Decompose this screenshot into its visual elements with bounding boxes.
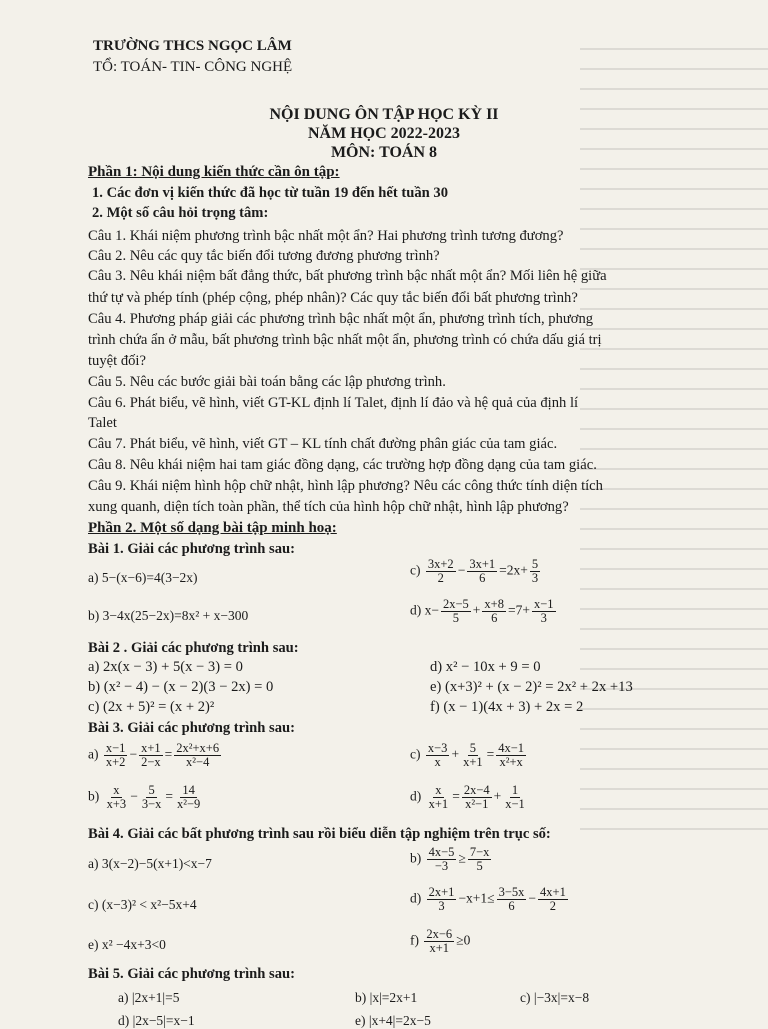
exercise-4-title: Bài 4. Giải các bất phương trình sau rồi biểu diễn tập nghiệm trên trục số: [88,826,551,842]
part1-item2: 2. Một số câu hỏi trọng tâm: [92,205,269,221]
exercise-1a: a) 5−(x−6)=4(3−2x) [88,570,198,585]
exercise-4c: c) (x−3)² < x²−5x+4 [88,897,197,912]
question-line: thứ tự và phép tính (phép cộng, phép nhân)? Các quy tắc biến đổi bất phương trình? [88,290,578,306]
exercise-1b: b) 3−4x(25−2x)=8x² + x−300 [88,608,249,623]
exercise-3d: d) $\frac{x}{x+1}$ = $\frac{2x-4}{\text{x²−1}}$ + $\frac{1}{x-1}$ [410,783,525,812]
question-line: Câu 3. Nêu khái niệm bất đẳng thức, bất phương trình bậc nhất một ẩn? Mối liên hệ giữa [88,268,607,284]
question-line: Câu 5. Nêu các bước giải bài toán bằng các lập phương trình. [88,374,446,390]
school-name: TRƯỜNG THCS NGỌC LÂM [93,38,292,54]
exercise-5c: c) |−3x|=x−8 [520,990,590,1005]
exercise-2c: c) (2x + 5)² = (x + 2)² [88,699,215,715]
question-line: Câu 4. Phương pháp giải các phương trình bậc nhất một ẩn, phương trình tích, phương [88,311,594,327]
question-line: trình chứa ẩn ở mẫu, bất phương trình bậc nhất một ẩn, phương trình có chứa dấu giá trị [88,332,602,348]
exercise-4e: e) x² −4x+3<0 [88,937,166,952]
question-line: Talet [88,415,117,431]
subject-title: MÔN: TOÁN 8 [330,144,438,161]
part1-heading: Phần 1: Nội dung kiến thức cần ôn tập: [88,164,340,180]
exercise-5e: e) |x+4|=2x−5 [355,1013,431,1028]
exercise-3-title: Bài 3. Giải các phương trình sau: [88,720,295,736]
question-line: tuyệt đối? [88,353,146,369]
exercise-5d: d) |2x−5|=x−1 [118,1013,195,1028]
exercise-2f: f) (x − 1)(4x + 3) + 2x = 2 [430,699,584,715]
question-line: Câu 2. Nêu các quy tắc biến đổi tương đương phương trình? [88,248,440,264]
bleed-through-texture [560,30,768,1020]
doc-title: NỘI DUNG ÔN TẬP HỌC KỲ II [269,106,499,123]
school-year: NĂM HỌC 2022-2023 [308,125,460,142]
exercise-4d: d) $\frac{2x+1}{3}$ −x+1≤ $\frac{3-5x}{6}$ − $\frac{4x+1}{2}$ [410,885,566,914]
exercise-2a: a) 2x(x − 3) + 5(x − 3) = 0 [88,659,243,675]
exercise-1c: c) $\frac{3x+2}{2}$ − $\frac{3x+1}{6}$ =2x+ $\frac{5}{3}$ [410,557,539,586]
exercise-2-title: Bài 2 . Giải các phương trình sau: [88,640,299,656]
exercise-5b: b) |x|=2x+1 [355,990,418,1005]
exercise-5a: a) |2x+1|=5 [118,990,180,1005]
question-line: Câu 1. Khái niệm phương trình bậc nhất một ẩn? Hai phương trình tương đương? [88,228,564,244]
question-line: Câu 8. Nêu khái niệm hai tam giác đồng dạng, các trường hợp đồng dạng của tam giác. [88,457,597,473]
department-name: TỔ: TOÁN- TIN- CÔNG NGHỆ [93,59,293,75]
exercise-2b: b) (x² − 4) − (x − 2)(3 − 2x) = 0 [88,679,274,695]
exercise-4f: f) $\frac{2x-6}{x+1}$ ≥0 [410,927,471,956]
exercise-3a: a) $\frac{x-1}{x+2}$ − $\frac{x+1}{2-x}$ = $\frac{\text{2x²+x+6}}{\text{x²−4}}$ [88,741,220,770]
exercise-1d: d) x− $\frac{2x-5}{5}$ + $\frac{x+8}{6}$ =7+ $\frac{x-1}{3}$ [410,597,554,626]
part1-item1: 1. Các đơn vị kiến thức đã học từ tuần 19 đến hết tuần 30 [92,185,449,201]
exercise-4a: a) 3(x−2)−5(x+1)<x−7 [88,856,212,871]
exercise-1-title: Bài 1. Giải các phương trình sau: [88,541,295,557]
exercise-4b: b) $\frac{4x-5}{-3}$ ≥ $\frac{7-x}{5}$ [410,845,490,874]
part2-heading: Phần 2. Một số dạng bài tập minh hoạ: [88,520,337,536]
question-line: Câu 6. Phát biểu, vẽ hình, viết GT-KL định lí Talet, định lí đảo và hệ quả của định lí [88,395,579,411]
question-line: xung quanh, diện tích toàn phần, thể tích của hình hộp chữ nhật, hình lập phương? [88,499,569,515]
exercise-2e: e) (x+3)² + (x − 2)² = 2x² + 2x +13 [430,679,633,695]
question-line: Câu 9. Khái niệm hình hộp chữ nhật, hình lập phương? Nêu các công thức tính diện tích [88,478,603,494]
exercise-3c: c) $\frac{x-3}{x}$ + $\frac{5}{x+1}$ = $\frac{4x-1}{\text{x²+x}}$ [410,741,525,770]
exercise-5-title: Bài 5. Giải các phương trình sau: [88,966,295,982]
exercise-2d: d) x² − 10x + 9 = 0 [430,659,541,675]
exercise-3b: b) $\frac{x}{x+3}$ − $\frac{5}{3-x}$ = $\frac{14}{\text{x²−9}}$ [88,783,201,812]
question-line: Câu 7. Phát biểu, vẽ hình, viết GT – KL tính chất đường phân giác của tam giác. [88,436,558,452]
